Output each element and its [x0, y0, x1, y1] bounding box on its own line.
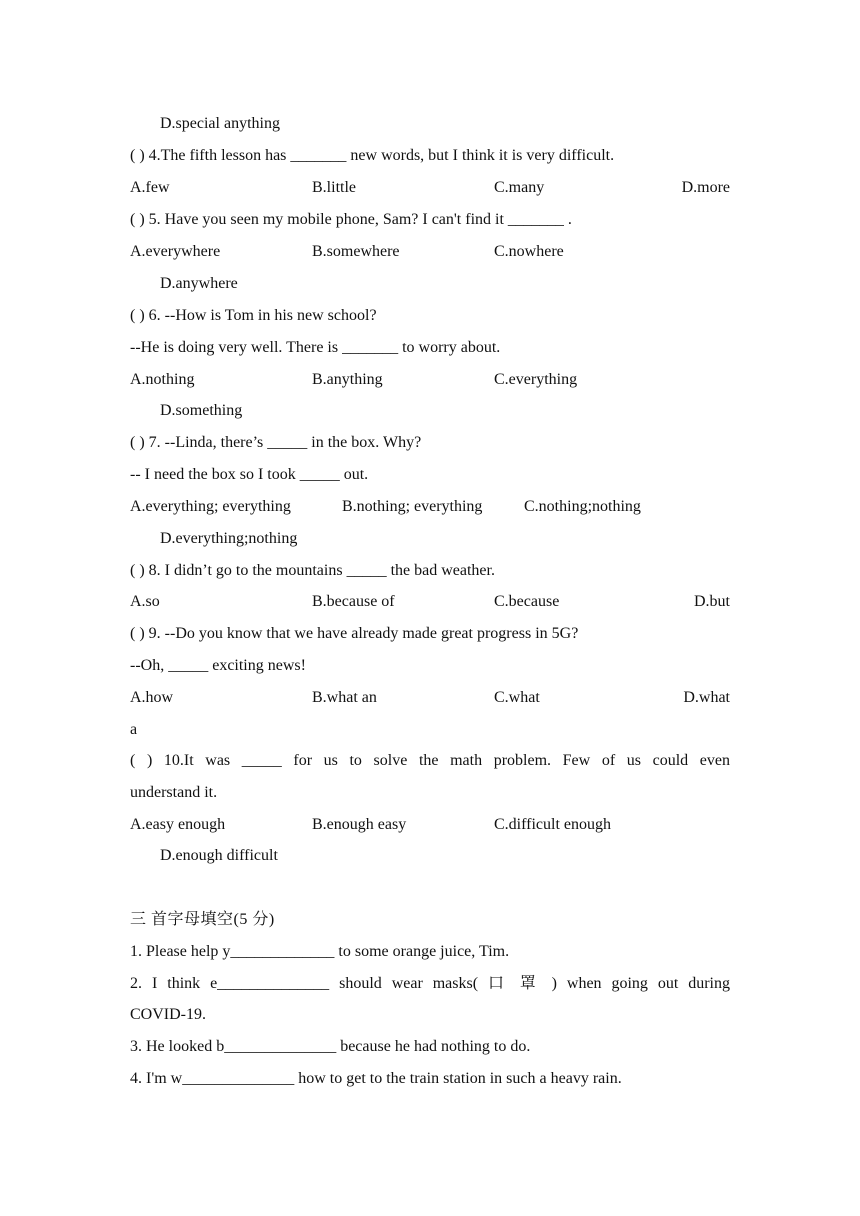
fill-item-2-wrap: COVID-19. [130, 1006, 206, 1023]
q9-stem: ( ) 9. --Do you know that we have already made great progress in 5G? [130, 625, 579, 642]
q5-option-c: C.nowhere [494, 243, 564, 260]
fill-item-2 [130, 974, 730, 994]
q10-word: us [323, 752, 338, 769]
q10-word: was [205, 752, 231, 769]
q10-stem [130, 751, 730, 771]
q4-stem: ( ) 4.The fifth lesson has _______ new words, but I think it is very difficult. [130, 147, 615, 164]
q9-options [130, 688, 730, 708]
q10-word: for [293, 752, 313, 769]
q8-option-b: B.because of [312, 593, 395, 610]
q4-option-b: B.little [312, 179, 356, 196]
q7-options [130, 497, 730, 517]
q6-option-d: D.something [160, 402, 243, 419]
q10-word: 10.It [163, 752, 194, 769]
q10-word: Few [562, 752, 591, 769]
q10-word: math [450, 752, 483, 769]
q10-line2: understand it. [130, 784, 218, 801]
section-3-heading: 三 首字母填空(5 分) [130, 911, 275, 928]
q10-word: ) [146, 752, 153, 769]
fill-item-2-text: I think e______________ should wear masks( 口 罩 ) when going out during [152, 975, 730, 992]
q8-option-a: A.so [130, 593, 160, 610]
q10-word: to [349, 752, 362, 769]
q10-word: even [699, 752, 730, 769]
q8-option-d: D.but [694, 593, 730, 610]
q10-word: could [652, 752, 689, 769]
q5-option-b: B.somewhere [312, 243, 400, 260]
q10-option-d: D.enough difficult [160, 847, 278, 864]
q6-stem: ( ) 6. --How is Tom in his new school? [130, 307, 377, 324]
q7-stem: ( ) 7. --Linda, there’s _____ in the box. Why? [130, 434, 422, 451]
q10-option-c: C.difficult enough [494, 816, 612, 833]
q4-option-d: D.more [681, 179, 730, 196]
q8-options [130, 592, 730, 612]
q10-option-a: A.easy enough [130, 816, 226, 833]
fill-item-4: 4. I'm w______________ how to get to the train station in such a heavy rain. [130, 1070, 622, 1087]
q7-option-b: B.nothing; everything [342, 498, 483, 515]
q8-option-c: C.because [494, 593, 560, 610]
q10-word: ( [130, 752, 136, 769]
q10-options [130, 815, 730, 835]
q4-options [130, 178, 730, 198]
q9-option-a: A.how [130, 689, 174, 706]
q9-option-c: C.what [494, 689, 540, 706]
q4-option-c: C.many [494, 179, 545, 196]
fill-item-2-number: 2. [130, 975, 142, 992]
q5-options [130, 242, 730, 262]
q10-option-b: B.enough easy [312, 816, 407, 833]
q8-stem: ( ) 8. I didn’t go to the mountains _____ the bad weather. [130, 562, 495, 579]
q5-option-d: D.anywhere [160, 275, 238, 292]
q5-stem: ( ) 5. Have you seen my mobile phone, Sam? I can't find it _______ . [130, 211, 572, 228]
fill-item-3: 3. He looked b______________ because he had nothing to do. [130, 1038, 531, 1055]
q10-word: us [626, 752, 641, 769]
q10-word: the [418, 752, 439, 769]
q9-line2: --Oh, _____ exciting news! [130, 657, 306, 674]
q10-word: problem. [493, 752, 552, 769]
q4-option-a: A.few [130, 179, 170, 196]
q10-word: _____ [241, 752, 282, 769]
q6-line2: --He is doing very well. There is _______ to worry about. [130, 339, 501, 356]
q10-word: solve [373, 752, 408, 769]
q7-option-d: D.everything;nothing [160, 530, 298, 547]
q9-option-d: D.what [683, 689, 730, 706]
q6-options [130, 370, 730, 390]
q6-option-a: A.nothing [130, 371, 195, 388]
fill-item-1: 1. Please help y_____________ to some orange juice, Tim. [130, 943, 510, 960]
q3-option-d: D.special anything [160, 115, 280, 132]
q7-option-c: C.nothing;nothing [524, 498, 641, 515]
q6-option-c: C.everything [494, 371, 578, 388]
q10-word: of [601, 752, 616, 769]
q9-option-b: B.what an [312, 689, 377, 706]
q7-option-a: A.everything; everything [130, 498, 291, 515]
q9-option-d-wrap: a [130, 721, 138, 738]
q7-line2: -- I need the box so I took _____ out. [130, 466, 369, 483]
q5-option-a: A.everywhere [130, 243, 221, 260]
q6-option-b: B.anything [312, 371, 383, 388]
